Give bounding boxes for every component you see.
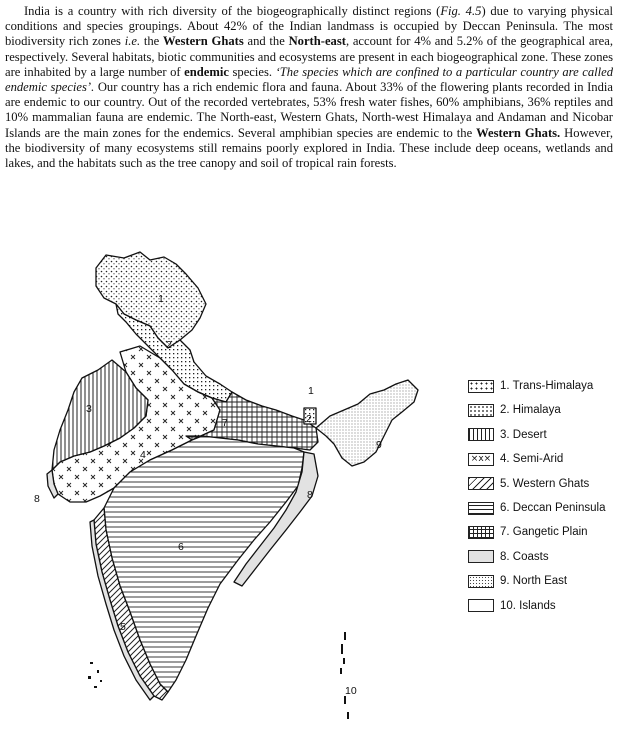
label-north-east: 9 [376, 439, 382, 451]
legend-label: 2. Himalaya [500, 404, 561, 417]
label-western-ghats: 5 [120, 621, 126, 633]
label-trans-himalaya: 1 [158, 293, 164, 305]
endemic-definition: ‘The species which are confined to a particular country are called endemic species’. [5, 64, 614, 95]
legend-swatch [468, 550, 494, 563]
term-western-ghats: Western Ghats [163, 34, 244, 49]
legend-item [468, 402, 561, 418]
legend-item [468, 549, 549, 565]
term-western-ghats-2: Western Ghats. [476, 125, 561, 140]
legend-label: 7. Gangetic Plain [500, 526, 588, 539]
label-himalaya-ne: 2 [306, 413, 312, 425]
legend-item [468, 598, 556, 614]
legend-swatch [468, 575, 494, 588]
label-desert: 3 [86, 403, 92, 415]
legend-label: 3. Desert [500, 428, 547, 441]
legend-swatch [468, 526, 494, 539]
legend-item [468, 500, 605, 516]
label-deccan: 6 [178, 541, 184, 553]
legend-swatch: ×x× [468, 453, 494, 466]
legend-swatch [468, 502, 494, 515]
legend-label: 8. Coasts [500, 550, 549, 563]
legend-item [468, 573, 567, 589]
term-endemic: endemic [184, 64, 229, 79]
label-coasts-east: 8 [307, 489, 313, 501]
legend-swatch [468, 477, 494, 490]
legend-label: 9. North East [500, 575, 568, 588]
legend-swatch [468, 428, 494, 441]
legend-item [468, 476, 589, 492]
label-islands: 10 [345, 685, 357, 697]
lakshadweep-islands [88, 662, 102, 688]
figure-reference: Fig. 4.5 [440, 4, 482, 18]
legend-item [468, 451, 563, 467]
legend-swatch [468, 380, 494, 393]
legend-label: 4. Semi-Arid [500, 453, 564, 466]
legend-swatch [468, 599, 494, 612]
term-north-east: North-east [288, 34, 346, 49]
label-gangetic: 7 [222, 417, 228, 429]
region-north-east [316, 380, 418, 466]
body-paragraph: India is a country with rich diversity of the biogeographically distinct regions (Fig. 4.5) due to varying physical conditions and species groupings. About 42% of the Indian landmass is occupied by Deccan Peninsula. The most biodiversity rich zones i.e. the Western Ghats and the North-east, account for 4% and 5.2% of the geographical area, respectively. Several habitats, biotic communities and ecosystems are present in each biogeographical zone. These zones are inhabited by a large number of endemic species. ‘The species which are confined to a particular country are called endemic species’. Our country has a rich endemic flora and fauna. About 33% of the flowering plants recorded in India are endemic to our country. Out of the recorded vertebrates, 53% fresh water fishes, 60% amphibians, 36% reptiles and 10% mammalian fauna are endemic. The North-east, Western Ghats, North-west Himalaya and Andaman and Nicobar Islands are the main zones for the endemics. Several amphibian species are endemic to the Western Ghats. However, the biodiversity of many ecosystems still remains poorly explored in India. These include deep oceans, wetlands and lakes, and the habitats such as the tree canopy and soil of tropical rain forests. [5, 4, 614, 171]
legend-swatch [468, 404, 494, 417]
legend-item [468, 427, 547, 443]
legend-label: 10. Islands [500, 599, 556, 612]
label-coasts-west: 8 [34, 493, 40, 505]
label-semi-arid: 4 [140, 449, 146, 461]
legend-label: 1. Trans-Himalaya [500, 380, 594, 392]
legend-label: 5. Western Ghats [500, 477, 590, 490]
andaman-nicobar-islands [340, 632, 349, 719]
label-trans-himalaya-ne: 1 [308, 385, 314, 397]
legend-item [468, 524, 588, 540]
legend-item [468, 378, 593, 394]
legend-label: 6. Deccan Peninsula [500, 502, 606, 514]
label-himalaya: 2 [166, 339, 172, 351]
